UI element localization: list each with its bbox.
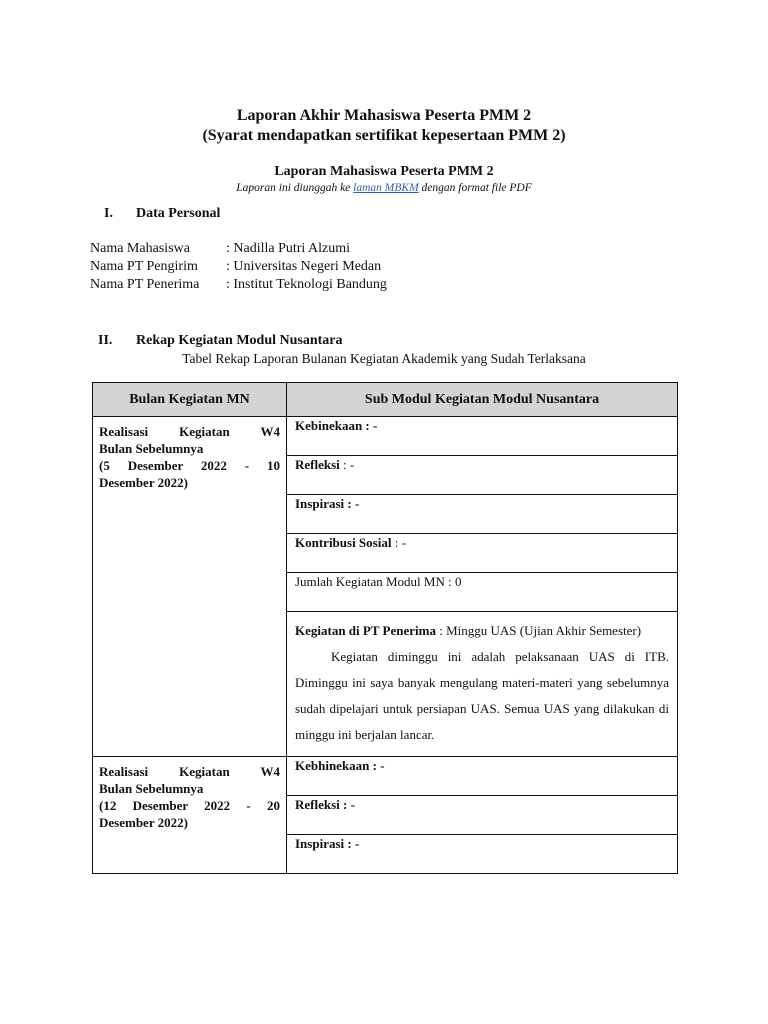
kegiatan-paragraph: Kegiatan diminggu ini adalah pelaksanaan UAS di ITB. Diminggu ini saya banyak mengulang materi-materi yang sebelumnya sudah dipelajari untuk persiapan UAS. Semua UAS yang dilakukan di minggu ini berjalan lancar.	[295, 649, 669, 742]
refleksi-cell-2	[287, 796, 678, 835]
refleksi-cell	[287, 456, 678, 495]
label-pt-pengirim: Nama PT Pengirim	[90, 259, 198, 274]
inspirasi-label-2: Inspirasi : -	[295, 836, 360, 851]
upload-note	[0, 181, 768, 196]
section-title: Data Personal	[136, 206, 221, 221]
inspirasi-cell-2	[287, 835, 678, 874]
personal-row-pengirim	[90, 258, 387, 276]
kegiatan-pt-heading	[295, 618, 669, 644]
kontribusi-label: Kontribusi Sosial	[295, 535, 392, 550]
report-title: Laporan Mahasiswa Peserta PMM 2	[274, 164, 494, 179]
section-rekap	[98, 333, 343, 349]
section-data-personal	[104, 206, 220, 222]
kebinekaan-cell	[287, 417, 678, 456]
period-line: Bulan Sebelumnya	[99, 441, 204, 456]
report-subtitle: (Syarat mendapatkan sertifikat kepesertaan PMM 2)	[202, 127, 566, 144]
value-pt-pengirim: : Universitas Negeri Medan	[226, 259, 382, 274]
upload-note-before: Laporan ini diunggah ke	[236, 182, 354, 194]
period-cell-2	[93, 757, 287, 874]
header-bulan-kegiatan: Bulan Kegiatan MN	[93, 383, 287, 417]
period-line: (5 Desember 2022 - 10	[99, 458, 280, 473]
section-number: I.	[104, 206, 113, 221]
period-line: Realisasi Kegiatan W4	[99, 764, 280, 779]
refleksi-label: Refleksi	[295, 457, 340, 472]
jumlah-cell	[287, 573, 678, 612]
header-sub-modul: Sub Modul Kegiatan Modul Nusantara	[287, 383, 678, 417]
jumlah-kegiatan: Jumlah Kegiatan Modul MN : 0	[295, 574, 462, 589]
period-line: Desember 2022)	[99, 815, 188, 830]
report-main-title: Laporan Akhir Mahasiswa Peserta PMM 2	[236, 107, 532, 124]
period-cell-1	[93, 417, 287, 757]
kontribusi-value: : -	[391, 535, 406, 550]
label-nama-mahasiswa: Nama Mahasiswa	[90, 241, 190, 256]
refleksi-value: : -	[339, 457, 355, 472]
period-line: (12 Desember 2022 - 20	[99, 798, 280, 813]
period-line: Realisasi Kegiatan W4	[99, 424, 280, 439]
title-block	[0, 106, 768, 196]
personal-row-penerima	[90, 276, 387, 294]
personal-data	[90, 240, 387, 294]
kegiatan-pt-cell	[287, 612, 678, 757]
value-nama-mahasiswa: : Nadilla Putri Alzumi	[226, 241, 351, 256]
kebhinekaan-label: Kebhinekaan : -	[295, 758, 385, 773]
table-header-row	[93, 383, 678, 417]
inspirasi-cell	[287, 495, 678, 534]
refleksi-label-2: Refleksi : -	[295, 797, 355, 812]
kegiatan-pt-value: : Minggu UAS (Ujian Akhir Semester)	[435, 623, 642, 638]
kontribusi-cell	[287, 534, 678, 573]
personal-row-name	[90, 240, 387, 258]
table-caption: Tabel Rekap Laporan Bulanan Kegiatan Akademik yang Sudah Terlaksana	[182, 351, 586, 366]
kebhinekaan-cell	[287, 757, 678, 796]
kebinekaan-label: Kebinekaan : -	[295, 418, 378, 433]
kegiatan-pt-label: Kegiatan di PT Penerima	[295, 623, 436, 638]
table-row	[93, 757, 678, 796]
value-pt-penerima: : Institut Teknologi Bandung	[226, 277, 387, 292]
mbkm-link[interactable]: laman MBKM	[353, 182, 419, 194]
table-row	[93, 417, 678, 456]
rekap-table	[92, 382, 678, 874]
upload-note-after: dengan format file PDF	[418, 182, 532, 194]
label-pt-penerima: Nama PT Penerima	[90, 277, 200, 292]
section-title: Rekap Kegiatan Modul Nusantara	[136, 333, 343, 348]
section-number: II.	[98, 333, 113, 348]
period-line: Bulan Sebelumnya	[99, 781, 204, 796]
period-line: Desember 2022)	[99, 475, 188, 490]
inspirasi-label: Inspirasi : -	[295, 496, 360, 511]
